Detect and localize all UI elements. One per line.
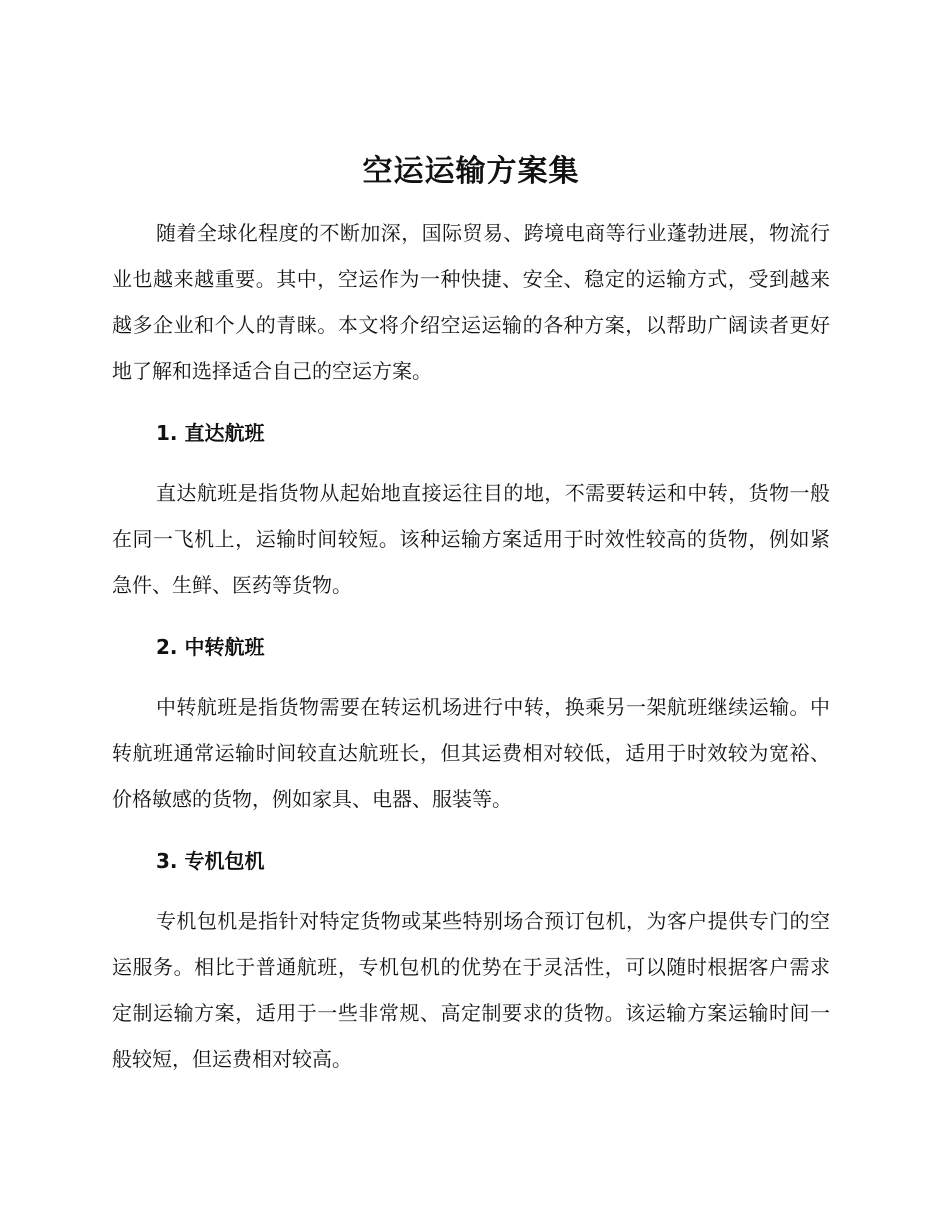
section-body: 中转航班是指货物需要在转运机场进行中转，换乘另一架航班继续运输。中转航班通常运输时间较直达航班长，但其运费相对较低，适用于时效较为宽裕、价格敏感的货物，例如家具、电器、服装等。 [112,695,830,811]
section-body: 直达航班是指货物从起始地直接运往目的地，不需要转运和中转，货物一般在同一飞机上，运输时间较短。该种运输方案适用于时效性较高的货物，例如紧急件、生鲜、医药等货物。 [112,481,830,597]
intro-paragraph: 随着全球化程度的不断加深，国际贸易、跨境电商等行业蓬勃进展，物流行业也越来越重要。其中，空运作为一种快捷、安全、稳定的运输方式，受到越来越多企业和个人的青睐。本文将介绍空运运输的各种方案，以帮助广阔读者更好地了解和选择适合自己的空运方案。 [112,221,830,383]
section-direct-flight [112,416,830,608]
section-transit-flight [112,630,830,822]
document-title: 空运运输方案集 [362,154,580,189]
section-heading: 2. 中转航班 [156,635,265,659]
section-charter-flight [112,844,830,1082]
section-heading: 3. 专机包机 [156,849,265,873]
section-body: 专机包机是指针对特定货物或某些特别场合预订包机，为客户提供专门的空运服务。相比于普通航班，专机包机的优势在于灵活性，可以随时根据客户需求定制运输方案，适用于一些非常规、高定制要求的货物。该运输方案运输时间一般较短，但运费相对较高。 [112,909,830,1071]
section-heading: 1. 直达航班 [156,421,265,445]
